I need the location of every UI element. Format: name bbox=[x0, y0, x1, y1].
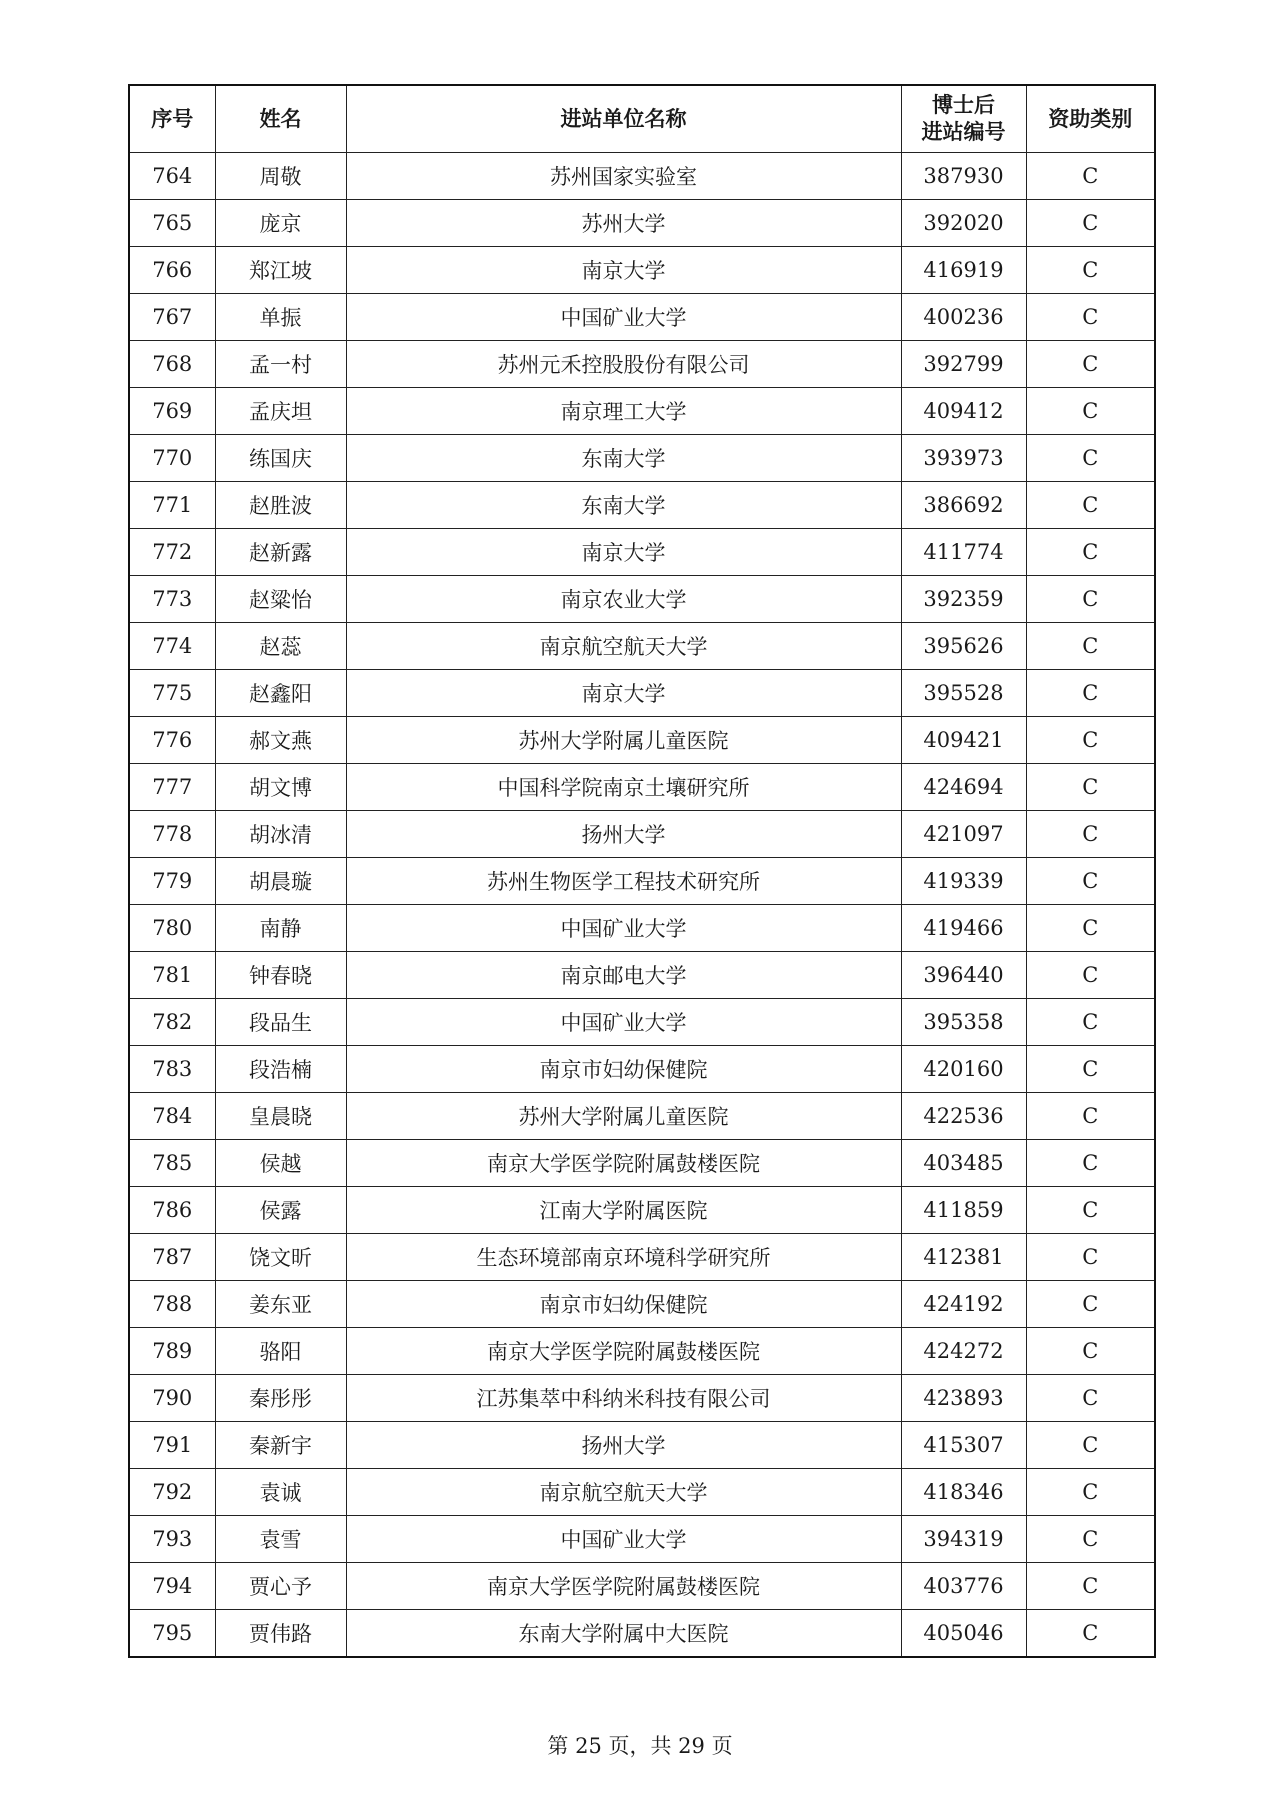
cell-name: 袁雪 bbox=[215, 1516, 346, 1563]
table-row bbox=[129, 905, 1155, 952]
cell-name: 贾心予 bbox=[215, 1563, 346, 1610]
cell-unit: 江南大学附属医院 bbox=[346, 1187, 901, 1234]
cell-unit: 南京市妇幼保健院 bbox=[346, 1046, 901, 1093]
cell-seq: 784 bbox=[129, 1093, 215, 1140]
cell-category: C bbox=[1026, 717, 1155, 764]
table-row bbox=[129, 1328, 1155, 1375]
table-row bbox=[129, 153, 1155, 200]
cell-category: C bbox=[1026, 388, 1155, 435]
cell-code: 422536 bbox=[901, 1093, 1026, 1140]
table-row bbox=[129, 200, 1155, 247]
cell-seq: 785 bbox=[129, 1140, 215, 1187]
table-row bbox=[129, 482, 1155, 529]
cell-name: 饶文昕 bbox=[215, 1234, 346, 1281]
header-seq: 序号 bbox=[129, 85, 215, 153]
cell-name: 胡冰清 bbox=[215, 811, 346, 858]
cell-unit: 南京邮电大学 bbox=[346, 952, 901, 999]
table-row bbox=[129, 1563, 1155, 1610]
cell-code: 386692 bbox=[901, 482, 1026, 529]
cell-name: 秦新宇 bbox=[215, 1422, 346, 1469]
cell-name: 周敬 bbox=[215, 153, 346, 200]
cell-category: C bbox=[1026, 1516, 1155, 1563]
cell-unit: 南京大学 bbox=[346, 529, 901, 576]
table-row bbox=[129, 1422, 1155, 1469]
cell-unit: 东南大学 bbox=[346, 435, 901, 482]
cell-seq: 781 bbox=[129, 952, 215, 999]
cell-seq: 773 bbox=[129, 576, 215, 623]
cell-name: 皇晨晓 bbox=[215, 1093, 346, 1140]
cell-seq: 793 bbox=[129, 1516, 215, 1563]
cell-code: 394319 bbox=[901, 1516, 1026, 1563]
table-row bbox=[129, 999, 1155, 1046]
cell-category: C bbox=[1026, 1140, 1155, 1187]
cell-code: 419466 bbox=[901, 905, 1026, 952]
cell-category: C bbox=[1026, 1187, 1155, 1234]
table-row bbox=[129, 1234, 1155, 1281]
cell-unit: 南京航空航天大学 bbox=[346, 1469, 901, 1516]
cell-category: C bbox=[1026, 1281, 1155, 1328]
table-row bbox=[129, 858, 1155, 905]
cell-unit: 苏州大学附属儿童医院 bbox=[346, 1093, 901, 1140]
cell-name: 赵鑫阳 bbox=[215, 670, 346, 717]
cell-code: 418346 bbox=[901, 1469, 1026, 1516]
cell-code: 420160 bbox=[901, 1046, 1026, 1093]
cell-seq: 766 bbox=[129, 247, 215, 294]
cell-name: 赵胜波 bbox=[215, 482, 346, 529]
cell-category: C bbox=[1026, 247, 1155, 294]
cell-category: C bbox=[1026, 200, 1155, 247]
cell-unit: 中国矿业大学 bbox=[346, 294, 901, 341]
cell-seq: 792 bbox=[129, 1469, 215, 1516]
cell-unit: 中国矿业大学 bbox=[346, 999, 901, 1046]
cell-seq: 788 bbox=[129, 1281, 215, 1328]
table-row bbox=[129, 1516, 1155, 1563]
cell-category: C bbox=[1026, 576, 1155, 623]
cell-unit: 苏州大学 bbox=[346, 200, 901, 247]
cell-name: 段品生 bbox=[215, 999, 346, 1046]
cell-category: C bbox=[1026, 1234, 1155, 1281]
cell-code: 409421 bbox=[901, 717, 1026, 764]
cell-unit: 江苏集萃中科纳米科技有限公司 bbox=[346, 1375, 901, 1422]
table-row bbox=[129, 623, 1155, 670]
cell-seq: 771 bbox=[129, 482, 215, 529]
funding-list-table bbox=[128, 84, 1156, 1658]
cell-name: 胡晨璇 bbox=[215, 858, 346, 905]
cell-code: 421097 bbox=[901, 811, 1026, 858]
cell-code: 395358 bbox=[901, 999, 1026, 1046]
cell-unit: 中国科学院南京土壤研究所 bbox=[346, 764, 901, 811]
header-name: 姓名 bbox=[215, 85, 346, 153]
cell-unit: 南京航空航天大学 bbox=[346, 623, 901, 670]
table-row bbox=[129, 341, 1155, 388]
cell-unit: 南京大学 bbox=[346, 247, 901, 294]
cell-code: 411859 bbox=[901, 1187, 1026, 1234]
cell-seq: 782 bbox=[129, 999, 215, 1046]
cell-name: 郑江坡 bbox=[215, 247, 346, 294]
table-row bbox=[129, 1046, 1155, 1093]
cell-code: 409412 bbox=[901, 388, 1026, 435]
cell-unit: 南京市妇幼保健院 bbox=[346, 1281, 901, 1328]
cell-unit: 扬州大学 bbox=[346, 1422, 901, 1469]
table-row bbox=[129, 1375, 1155, 1422]
header-code-line2: 进站编号 bbox=[921, 120, 1006, 144]
cell-seq: 770 bbox=[129, 435, 215, 482]
cell-seq: 776 bbox=[129, 717, 215, 764]
cell-code: 411774 bbox=[901, 529, 1026, 576]
cell-category: C bbox=[1026, 482, 1155, 529]
header-category: 资助类别 bbox=[1026, 85, 1155, 153]
cell-unit: 苏州大学附属儿童医院 bbox=[346, 717, 901, 764]
cell-seq: 791 bbox=[129, 1422, 215, 1469]
cell-code: 396440 bbox=[901, 952, 1026, 999]
cell-seq: 765 bbox=[129, 200, 215, 247]
cell-name: 贾伟路 bbox=[215, 1610, 346, 1658]
cell-code: 416919 bbox=[901, 247, 1026, 294]
table-row bbox=[129, 294, 1155, 341]
cell-seq: 774 bbox=[129, 623, 215, 670]
cell-seq: 775 bbox=[129, 670, 215, 717]
cell-category: C bbox=[1026, 1375, 1155, 1422]
cell-code: 392359 bbox=[901, 576, 1026, 623]
table-row bbox=[129, 435, 1155, 482]
cell-seq: 786 bbox=[129, 1187, 215, 1234]
cell-category: C bbox=[1026, 623, 1155, 670]
cell-seq: 779 bbox=[129, 858, 215, 905]
cell-code: 424272 bbox=[901, 1328, 1026, 1375]
cell-category: C bbox=[1026, 1046, 1155, 1093]
cell-code: 387930 bbox=[901, 153, 1026, 200]
cell-code: 400236 bbox=[901, 294, 1026, 341]
cell-name: 骆阳 bbox=[215, 1328, 346, 1375]
cell-name: 郝文燕 bbox=[215, 717, 346, 764]
cell-unit: 南京农业大学 bbox=[346, 576, 901, 623]
table-row bbox=[129, 717, 1155, 764]
cell-code: 395626 bbox=[901, 623, 1026, 670]
table-row bbox=[129, 1610, 1155, 1658]
cell-category: C bbox=[1026, 1610, 1155, 1658]
cell-code: 424694 bbox=[901, 764, 1026, 811]
cell-unit: 扬州大学 bbox=[346, 811, 901, 858]
header-code bbox=[901, 85, 1026, 153]
cell-unit: 南京大学医学院附属鼓楼医院 bbox=[346, 1140, 901, 1187]
cell-name: 赵蕊 bbox=[215, 623, 346, 670]
cell-name: 胡文博 bbox=[215, 764, 346, 811]
cell-category: C bbox=[1026, 153, 1155, 200]
table-row bbox=[129, 576, 1155, 623]
cell-category: C bbox=[1026, 670, 1155, 717]
cell-name: 孟一村 bbox=[215, 341, 346, 388]
header-code-line1: 博士后 bbox=[932, 93, 995, 117]
cell-category: C bbox=[1026, 811, 1155, 858]
cell-name: 孟庆坦 bbox=[215, 388, 346, 435]
cell-seq: 794 bbox=[129, 1563, 215, 1610]
cell-code: 395528 bbox=[901, 670, 1026, 717]
cell-unit: 苏州元禾控股股份有限公司 bbox=[346, 341, 901, 388]
cell-seq: 767 bbox=[129, 294, 215, 341]
cell-unit: 苏州国家实验室 bbox=[346, 153, 901, 200]
cell-name: 南静 bbox=[215, 905, 346, 952]
cell-unit: 中国矿业大学 bbox=[346, 905, 901, 952]
cell-category: C bbox=[1026, 858, 1155, 905]
cell-name: 单振 bbox=[215, 294, 346, 341]
cell-code: 405046 bbox=[901, 1610, 1026, 1658]
table-row bbox=[129, 1469, 1155, 1516]
cell-seq: 780 bbox=[129, 905, 215, 952]
cell-name: 段浩楠 bbox=[215, 1046, 346, 1093]
cell-name: 赵粱怡 bbox=[215, 576, 346, 623]
cell-code: 403776 bbox=[901, 1563, 1026, 1610]
cell-seq: 789 bbox=[129, 1328, 215, 1375]
cell-name: 庞京 bbox=[215, 200, 346, 247]
cell-code: 415307 bbox=[901, 1422, 1026, 1469]
cell-seq: 783 bbox=[129, 1046, 215, 1093]
cell-category: C bbox=[1026, 529, 1155, 576]
header-unit: 进站单位名称 bbox=[346, 85, 901, 153]
cell-category: C bbox=[1026, 764, 1155, 811]
cell-category: C bbox=[1026, 905, 1155, 952]
cell-seq: 787 bbox=[129, 1234, 215, 1281]
cell-name: 练国庆 bbox=[215, 435, 346, 482]
table-row bbox=[129, 952, 1155, 999]
cell-seq: 777 bbox=[129, 764, 215, 811]
cell-unit: 中国矿业大学 bbox=[346, 1516, 901, 1563]
table-header-row bbox=[129, 85, 1155, 153]
cell-category: C bbox=[1026, 341, 1155, 388]
cell-code: 392020 bbox=[901, 200, 1026, 247]
cell-unit: 生态环境部南京环境科学研究所 bbox=[346, 1234, 901, 1281]
table-row bbox=[129, 811, 1155, 858]
cell-seq: 769 bbox=[129, 388, 215, 435]
cell-category: C bbox=[1026, 435, 1155, 482]
page-footer: 第 25 页，共 29 页 bbox=[547, 1734, 733, 1758]
cell-code: 419339 bbox=[901, 858, 1026, 905]
cell-category: C bbox=[1026, 1328, 1155, 1375]
table-row bbox=[129, 388, 1155, 435]
cell-category: C bbox=[1026, 1093, 1155, 1140]
cell-name: 侯露 bbox=[215, 1187, 346, 1234]
cell-code: 393973 bbox=[901, 435, 1026, 482]
cell-unit: 东南大学附属中大医院 bbox=[346, 1610, 901, 1658]
table-row bbox=[129, 1093, 1155, 1140]
cell-category: C bbox=[1026, 1422, 1155, 1469]
cell-unit: 南京大学医学院附属鼓楼医院 bbox=[346, 1563, 901, 1610]
cell-seq: 768 bbox=[129, 341, 215, 388]
table-row bbox=[129, 764, 1155, 811]
cell-unit: 南京大学医学院附属鼓楼医院 bbox=[346, 1328, 901, 1375]
cell-category: C bbox=[1026, 952, 1155, 999]
cell-name: 姜东亚 bbox=[215, 1281, 346, 1328]
cell-unit: 苏州生物医学工程技术研究所 bbox=[346, 858, 901, 905]
cell-unit: 南京大学 bbox=[346, 670, 901, 717]
cell-category: C bbox=[1026, 1469, 1155, 1516]
cell-code: 424192 bbox=[901, 1281, 1026, 1328]
cell-code: 392799 bbox=[901, 341, 1026, 388]
table-row bbox=[129, 1187, 1155, 1234]
cell-code: 412381 bbox=[901, 1234, 1026, 1281]
cell-code: 423893 bbox=[901, 1375, 1026, 1422]
cell-unit: 东南大学 bbox=[346, 482, 901, 529]
cell-name: 钟春晓 bbox=[215, 952, 346, 999]
cell-seq: 795 bbox=[129, 1610, 215, 1658]
table-row bbox=[129, 1281, 1155, 1328]
table-row bbox=[129, 247, 1155, 294]
cell-seq: 772 bbox=[129, 529, 215, 576]
cell-name: 赵新露 bbox=[215, 529, 346, 576]
table-row bbox=[129, 1140, 1155, 1187]
cell-seq: 764 bbox=[129, 153, 215, 200]
table-row bbox=[129, 670, 1155, 717]
cell-code: 403485 bbox=[901, 1140, 1026, 1187]
cell-name: 秦彤彤 bbox=[215, 1375, 346, 1422]
table-body bbox=[129, 153, 1155, 1658]
cell-category: C bbox=[1026, 294, 1155, 341]
cell-category: C bbox=[1026, 999, 1155, 1046]
cell-seq: 790 bbox=[129, 1375, 215, 1422]
cell-category: C bbox=[1026, 1563, 1155, 1610]
cell-unit: 南京理工大学 bbox=[346, 388, 901, 435]
table-row bbox=[129, 529, 1155, 576]
cell-seq: 778 bbox=[129, 811, 215, 858]
cell-name: 侯越 bbox=[215, 1140, 346, 1187]
cell-name: 袁诚 bbox=[215, 1469, 346, 1516]
